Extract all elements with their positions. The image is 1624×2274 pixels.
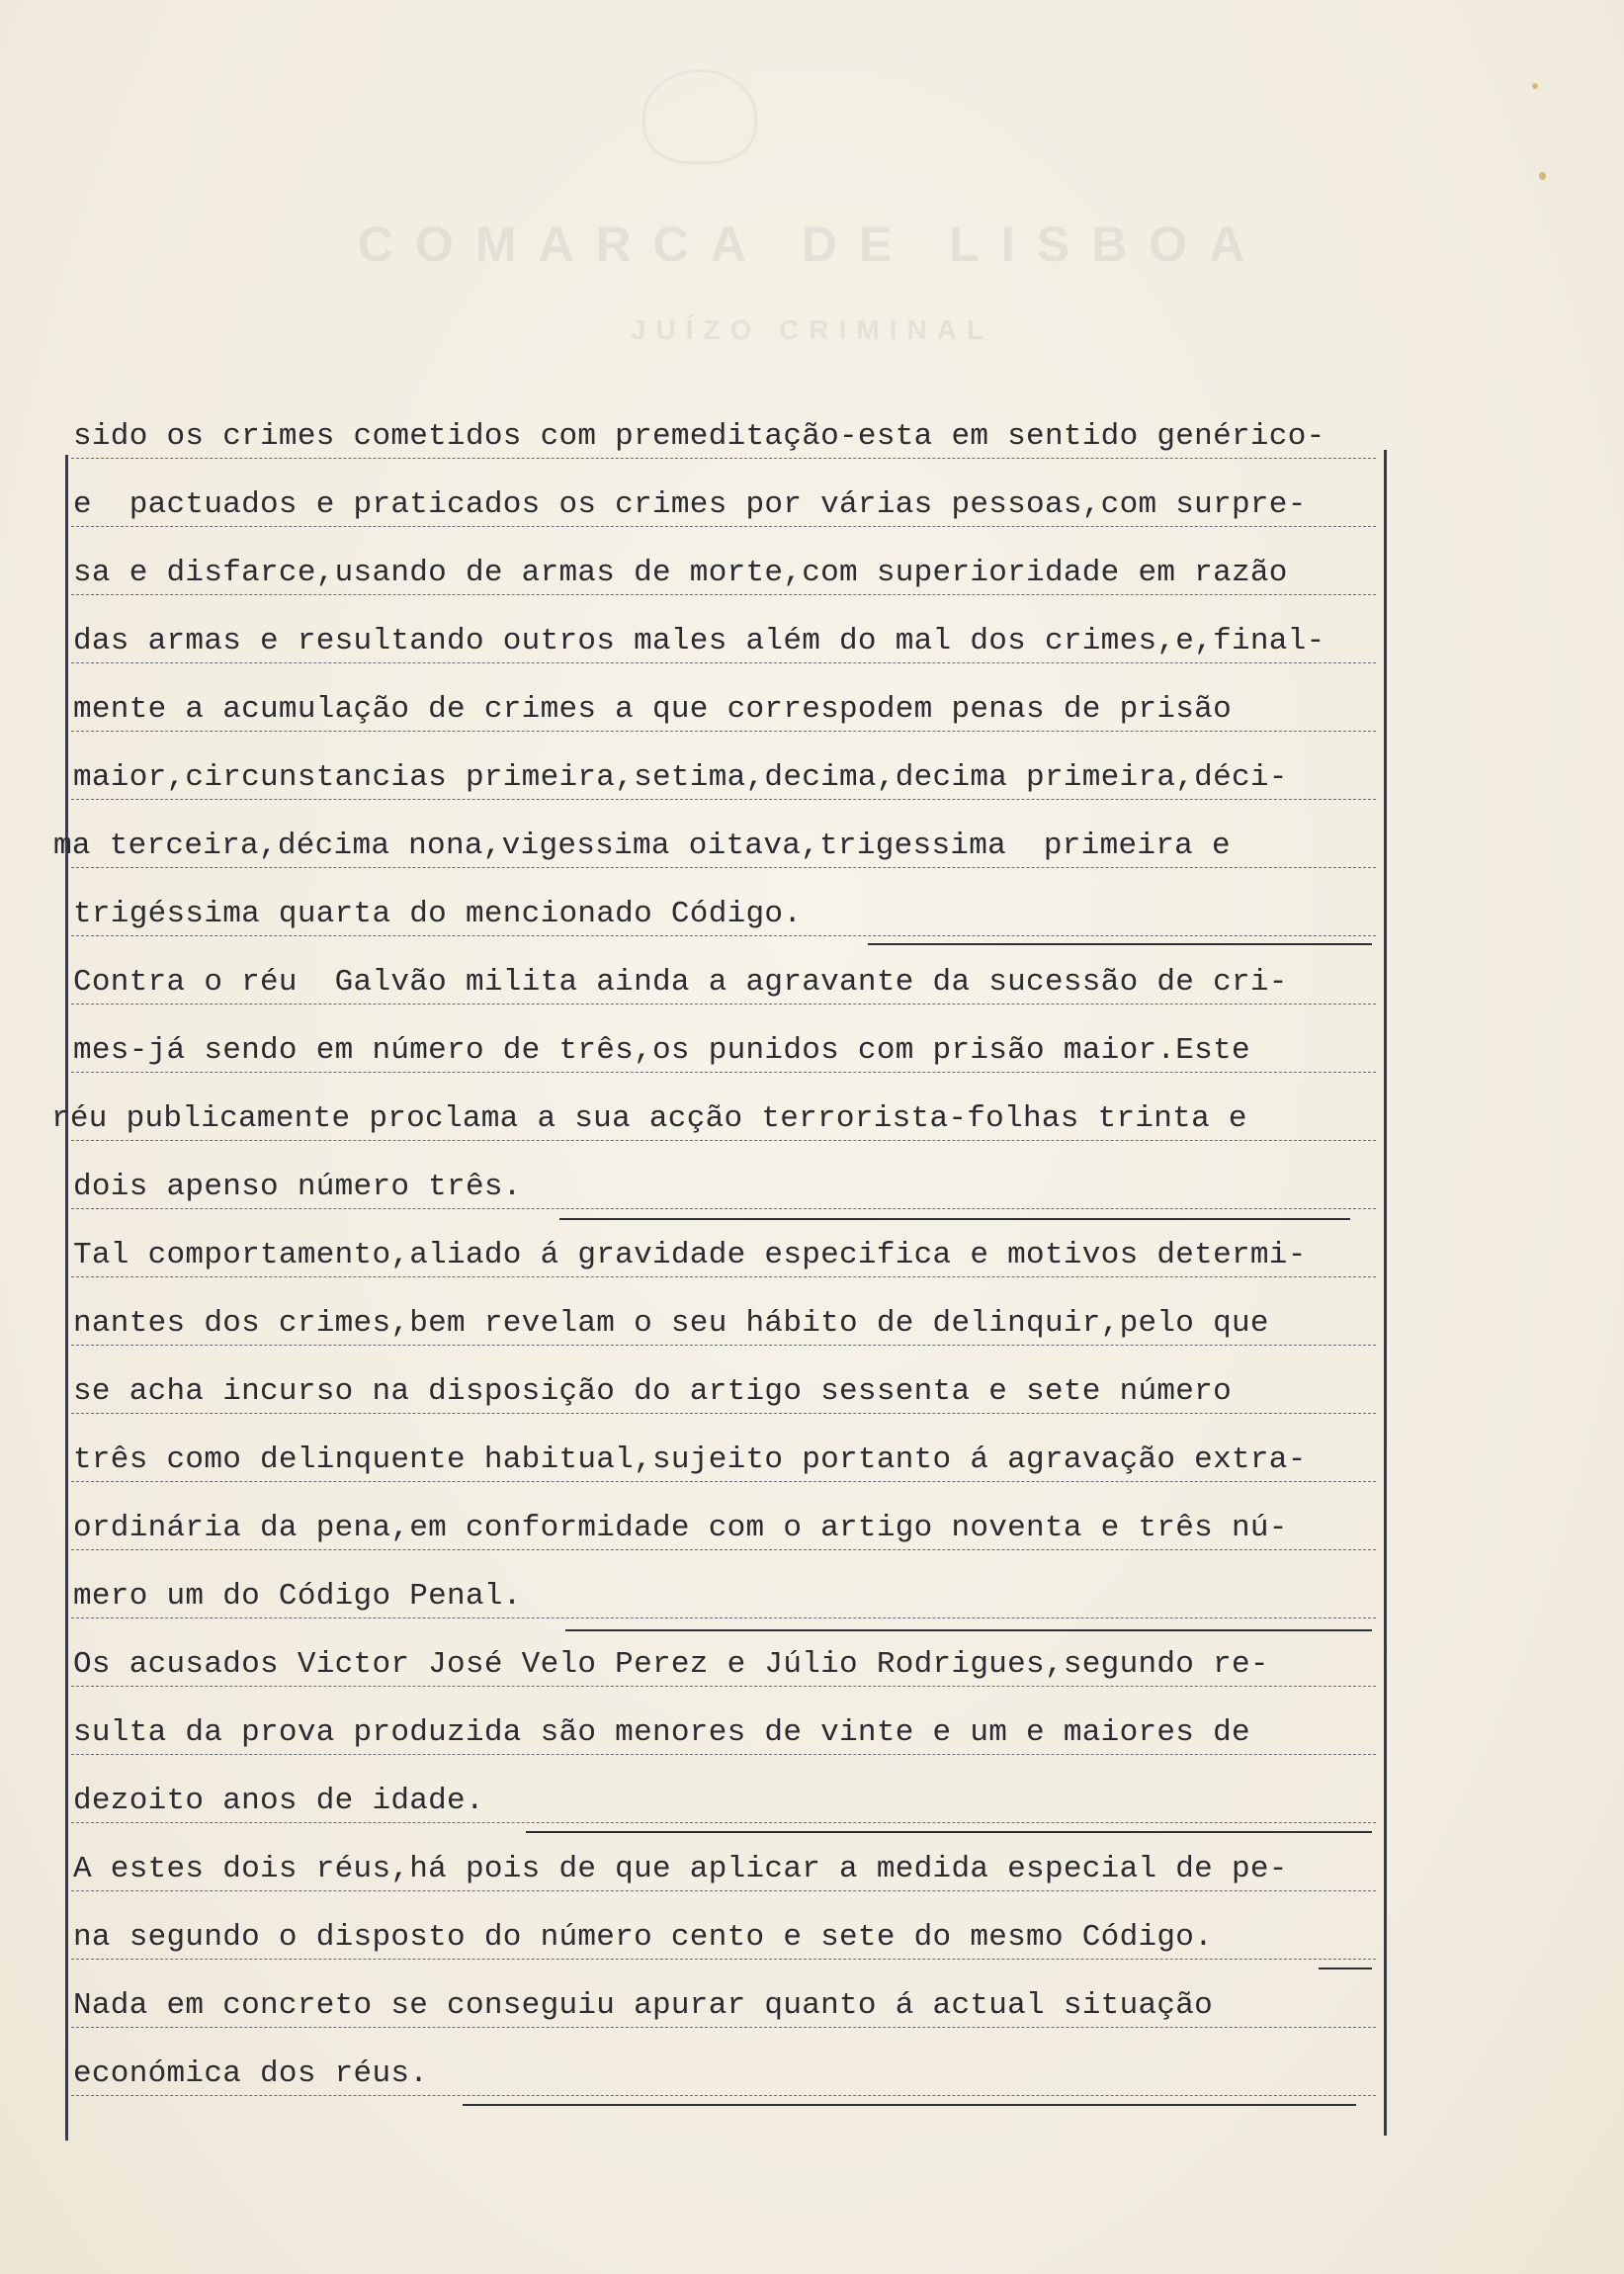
fill-rule xyxy=(463,2104,1356,2106)
text-line: Os acusados Victor José Velo Perez e Júlio Rodrigues,segundo re- xyxy=(71,1656,1376,1687)
paper-spot xyxy=(1532,83,1538,89)
text-line: mes-já sendo em número de três,os punidos com prisão maior.Este xyxy=(71,1042,1376,1073)
text-line: das armas e resultando outros males além do mal dos crimes,e,final- xyxy=(71,633,1376,663)
text-line: nantes dos crimes,bem revelam o seu hábito de delinquir,pelo que xyxy=(71,1315,1376,1346)
text-line: dezoito anos de idade. xyxy=(71,1793,1376,1823)
text-line: ordinária da pena,em conformidade com o artigo noventa e três nú- xyxy=(71,1520,1376,1550)
fill-rule xyxy=(559,1218,1350,1220)
text-line: e pactuados e praticados os crimes por várias pessoas,com surpre- xyxy=(71,496,1376,527)
text-line: dois apenso número três. xyxy=(71,1179,1376,1209)
fill-rule xyxy=(526,1831,1372,1833)
text-line: trigéssima quarta do mencionado Código. xyxy=(71,906,1376,936)
text-line: A estes dois réus,há pois de que aplicar a medida especial de pe- xyxy=(71,1861,1376,1891)
bleed-through-header: COMARCA DE LISBOA xyxy=(357,217,1267,272)
text-line: se acha incurso na disposição do artigo sessenta e sete número xyxy=(71,1383,1376,1414)
fill-rule xyxy=(565,1629,1372,1631)
bleed-through-emblem xyxy=(642,69,757,164)
paper-spot xyxy=(1539,172,1546,180)
text-line: ma terceira,décima nona,vigessima oitava,trigessima primeira e xyxy=(71,837,1376,868)
text-line: maior,circunstancias primeira,setima,decima,decima primeira,déci- xyxy=(71,769,1376,800)
fill-rule xyxy=(868,943,1372,945)
text-line: económica dos réus. xyxy=(71,2065,1376,2096)
fill-rule xyxy=(1319,1968,1372,1969)
text-line: Contra o réu Galvão milita ainda a agravante da sucessão de cri- xyxy=(71,974,1376,1005)
text-line: sido os crimes cometidos com premeditação-esta em sentido genérico- xyxy=(71,428,1376,459)
text-line: três como delinquente habitual,sujeito portanto á agravação extra- xyxy=(71,1451,1376,1482)
bleed-through-subheader: JUÍZO CRIMINAL xyxy=(630,314,994,345)
text-line: mero um do Código Penal. xyxy=(71,1588,1376,1618)
text-line: mente a acumulação de crimes a que correspodem penas de prisão xyxy=(71,701,1376,732)
right-margin-rule xyxy=(1384,450,1387,2136)
text-line: Nada em concreto se conseguiu apurar quanto á actual situação xyxy=(71,1997,1376,2028)
text-line: sulta da prova produzida são menores de vinte e um e maiores de xyxy=(71,1724,1376,1755)
left-margin-rule xyxy=(65,455,68,2141)
text-line: na segundo o disposto do número cento e sete do mesmo Código. xyxy=(71,1929,1376,1960)
text-line: sa e disfarce,usando de armas de morte,com superioridade em razão xyxy=(71,565,1376,595)
text-line: réu publicamente proclama a sua acção terrorista-folhas trinta e xyxy=(71,1110,1376,1141)
text-line: Tal comportamento,aliado á gravidade especifica e motivos determi- xyxy=(71,1247,1376,1277)
